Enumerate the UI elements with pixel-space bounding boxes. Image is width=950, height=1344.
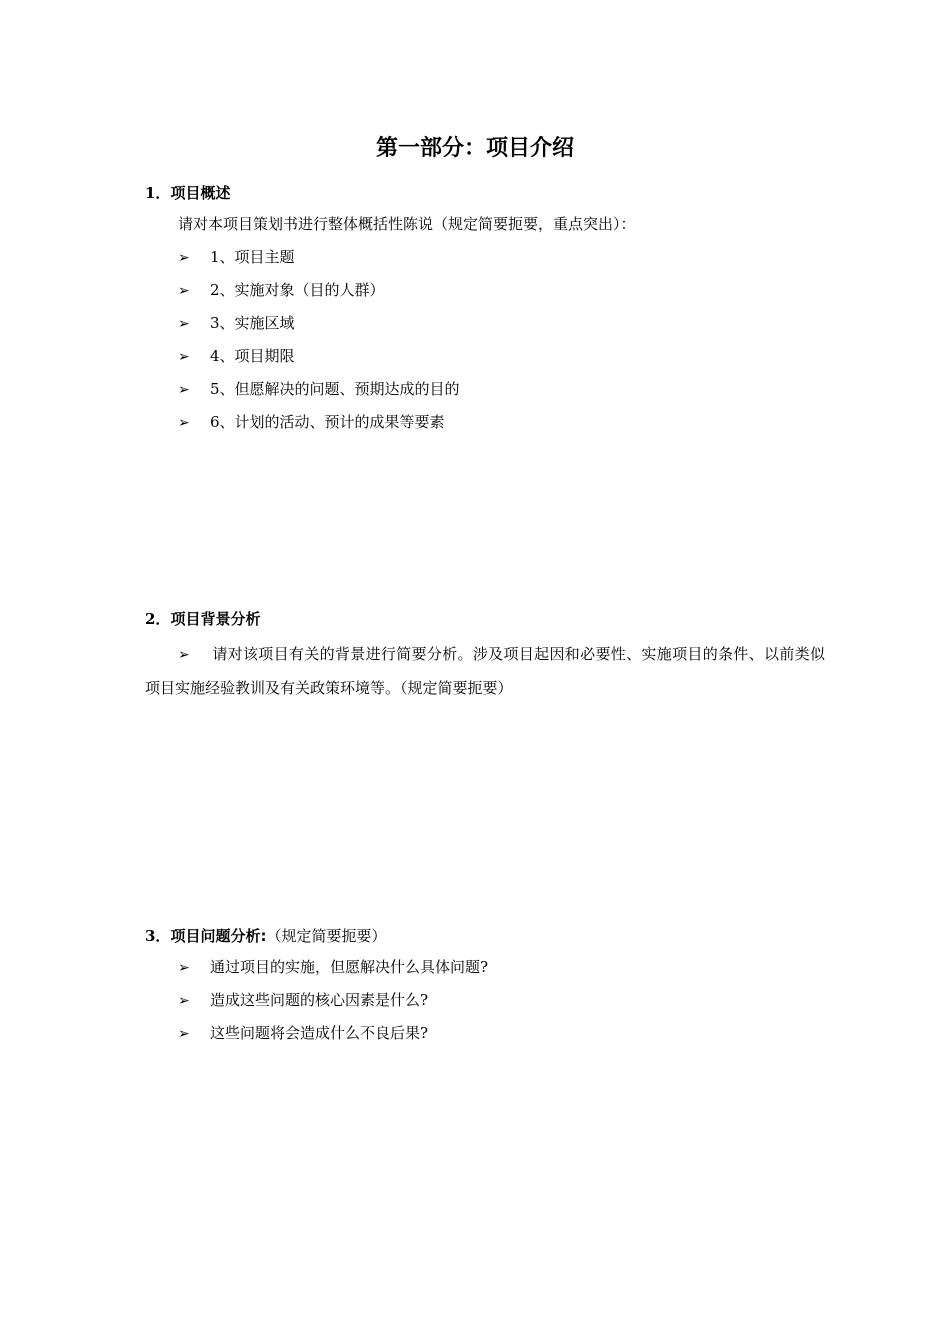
- arrow-bullet-icon: ➢: [178, 316, 190, 332]
- list-item-text: 5、但愿解决的问题、预期达成的目的: [210, 380, 460, 398]
- arrow-bullet-icon: ➢: [178, 960, 190, 976]
- section-1-heading: [145, 182, 230, 204]
- section-3-number: 3．: [145, 927, 171, 945]
- section-1-number: 1．: [145, 184, 171, 202]
- arrow-bullet-icon: ➢: [178, 349, 190, 365]
- arrow-bullet-icon: ➢: [178, 382, 190, 398]
- section-2-paragraph-text: 请对该项目有关的背景进行简要分析。涉及项目起因和必要性、实施项目的条件、以前类似项目实施经验教训及有关政策环境等。（规定简要扼要）: [145, 645, 825, 697]
- section-3-title: 项目问题分析:: [170, 927, 267, 945]
- list-item: [178, 312, 460, 345]
- list-item-text: 4、项目期限: [210, 347, 295, 365]
- section-3-bullet-list: [178, 956, 488, 1055]
- list-item-text: 通过项目的实施，但愿解决什么具体问题?: [210, 958, 489, 976]
- list-item: [178, 279, 460, 312]
- list-item-text: 6、计划的活动、预计的成果等要素: [210, 413, 445, 431]
- list-item: [178, 378, 460, 411]
- list-item: [178, 989, 488, 1022]
- list-item: [178, 246, 460, 279]
- section-2-heading: [145, 608, 260, 630]
- section-3-note: （规定简要扼要）: [266, 927, 387, 945]
- list-item-text: 造成这些问题的核心因素是什么?: [210, 991, 429, 1009]
- arrow-bullet-icon: ➢: [178, 415, 190, 431]
- section-2-title: 项目背景分析: [170, 610, 261, 628]
- document-title: 第一部分：项目介绍: [375, 136, 574, 161]
- list-item: [178, 1022, 488, 1055]
- list-item: [178, 956, 488, 989]
- list-item: [178, 411, 460, 444]
- arrow-bullet-icon: ➢: [178, 283, 190, 299]
- arrow-bullet-icon: ➢: [178, 1026, 190, 1042]
- list-item-text: 这些问题将会造成什么不良后果?: [210, 1024, 429, 1042]
- list-item: [178, 345, 460, 378]
- arrow-bullet-icon: ➢: [178, 647, 190, 663]
- section-3-heading: [145, 925, 386, 947]
- arrow-bullet-icon: ➢: [178, 250, 190, 266]
- section-1-title: 项目概述: [170, 184, 231, 202]
- section-2-number: 2．: [145, 610, 171, 628]
- section-1-bullet-list: [178, 246, 460, 444]
- section-2-paragraph: [145, 638, 825, 705]
- arrow-bullet-icon: ➢: [178, 993, 190, 1009]
- list-item-text: 1、项目主题: [210, 248, 295, 266]
- list-item-text: 2、实施对象（目的人群）: [210, 281, 385, 299]
- section-1-intro: 请对本项目策划书进行整体概括性陈说（规定简要扼要，重点突出）：: [178, 215, 636, 233]
- list-item-text: 3、实施区域: [210, 314, 295, 332]
